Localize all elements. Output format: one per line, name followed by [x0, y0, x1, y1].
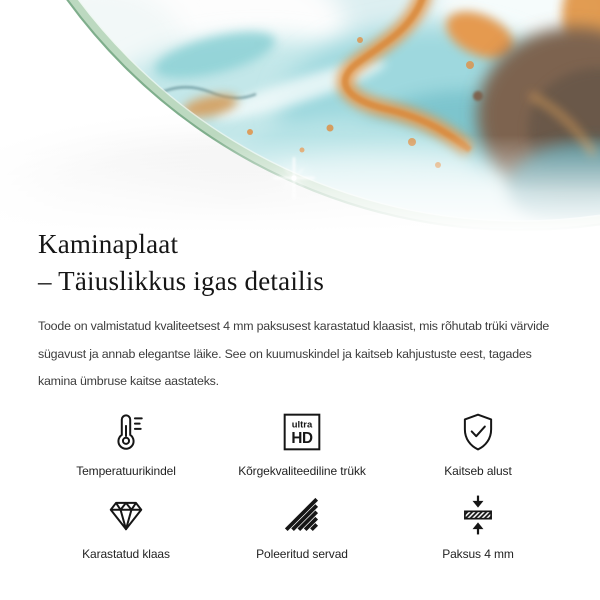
feature-tempered-glass [38, 494, 214, 561]
feature-protects-base [390, 411, 566, 478]
shield-check-icon [457, 411, 499, 453]
feature-label: Temperatuurikindel [76, 463, 176, 478]
feature-polished-edges [214, 494, 390, 561]
product-photo [0, 0, 600, 250]
ultra-hd-icon-text-top: ultra [291, 418, 313, 430]
feature-label: Kõrgekvaliteediline trükk [238, 463, 366, 478]
thickness-press-icon [457, 494, 499, 536]
page-title [38, 226, 566, 300]
polished-edges-icon [281, 494, 323, 536]
glass-plate-image [0, 0, 600, 250]
page-title-line2: – Täiuslikkus igas detailis [38, 266, 325, 296]
thermometer-icon [105, 411, 147, 453]
description-line: kamina ümbruse kaitse aastateks. [38, 374, 219, 388]
product-description [38, 313, 566, 396]
diamond-icon [105, 494, 147, 536]
ultra-hd-icon [281, 411, 323, 453]
feature-print-quality [214, 411, 390, 478]
feature-temperature [38, 411, 214, 478]
feature-label: Poleeritud servad [256, 546, 348, 561]
feature-label: Kaitseb alust [444, 463, 512, 478]
ultra-hd-icon-text-bottom: HD [291, 429, 313, 447]
feature-label: Karastatud klaas [82, 546, 170, 561]
feature-grid [38, 411, 566, 561]
feature-thickness [390, 494, 566, 561]
description-line: sügavust ja annab elegantse läike. See on kuumuskindel ja kaitseb kahjustuste eest, tagades [38, 346, 532, 361]
feature-label: Paksus 4 mm [442, 546, 514, 561]
page-title-line1: Kaminaplaat [38, 229, 179, 259]
product-description-section [0, 226, 600, 561]
description-line: Toode on valmistatud kvaliteetsest 4 mm paksusest karastatud klaasist, mis rõhutab trüki värvide [38, 319, 550, 333]
